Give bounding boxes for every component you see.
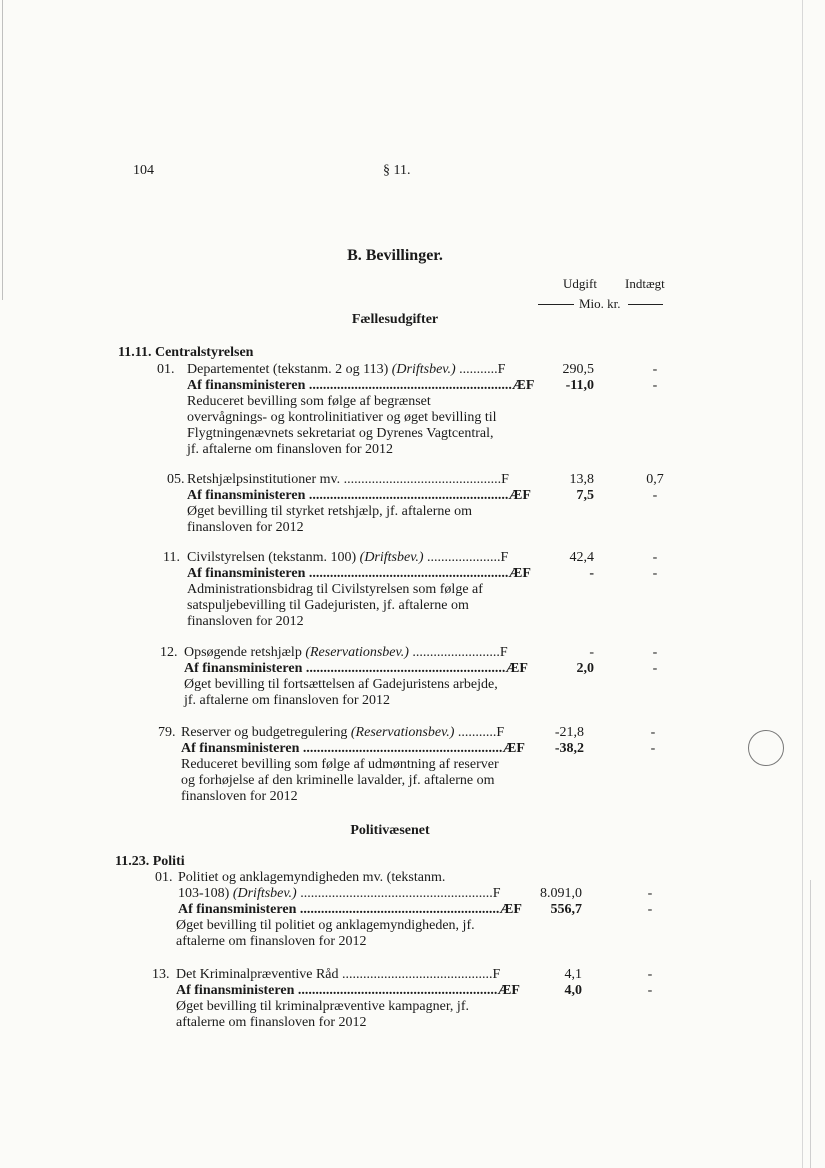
entry-title: Det Kriminalpræventive Råd ...........................................F bbox=[176, 967, 501, 982]
amendment-line: Af finansministeren .........................................................ÆF bbox=[178, 902, 522, 917]
scan-edge bbox=[802, 0, 803, 1168]
udgift-value: - bbox=[589, 645, 594, 660]
entry-number: 11. bbox=[163, 550, 180, 565]
group-heading: Fællesudgifter bbox=[351, 312, 439, 327]
column-header-udgift: Udgift bbox=[563, 276, 597, 291]
section-heading bbox=[115, 854, 185, 870]
amendment-description: Øget bevilling til styrket retshjælp, jf. aftalerne om finansloven for 2012 bbox=[187, 504, 472, 535]
amendment-indtaegt: - bbox=[647, 902, 653, 917]
entry-title: Civilstyrelsen (tekstanm. 100) (Driftsbev.) .....................F bbox=[187, 550, 509, 565]
amendment-udgift: - bbox=[589, 566, 594, 581]
amendment-line: Af finansministeren .........................................................ÆF bbox=[176, 983, 520, 998]
page-number: 104 bbox=[133, 163, 154, 178]
group-heading: Politivæsenet bbox=[350, 823, 430, 838]
udgift-value: 13,8 bbox=[569, 472, 594, 487]
page-title: B. Bevillinger. bbox=[347, 247, 443, 264]
unit-label: Mio. kr. bbox=[579, 296, 621, 311]
entry-number: 12. bbox=[160, 645, 178, 660]
punch-hole-mark bbox=[748, 730, 784, 766]
amendment-description: Reduceret bevilling som følge af udmøntning af reserver og forhøjelse af den kriminelle lavalder, jf. aftalerne om finansloven for 2012 bbox=[181, 757, 499, 804]
amendment-udgift: 2,0 bbox=[576, 661, 594, 676]
scan-edge bbox=[810, 880, 811, 1168]
indtaegt-value: - bbox=[652, 645, 658, 660]
udgift-value: 290,5 bbox=[562, 362, 594, 377]
amendment-description: Administrationsbidrag til Civilstyrelsen som følge af satspuljebevilling til Gadejuristen, jf. aftalerne om finansloven for 2012 bbox=[187, 582, 483, 629]
amendment-indtaegt: - bbox=[652, 566, 658, 581]
section-name: Centralstyrelsen bbox=[154, 345, 254, 360]
indtaegt-value: - bbox=[652, 362, 658, 377]
udgift-value: 4,1 bbox=[564, 967, 582, 982]
amendment-line: Af finansministeren .........................................................ÆF bbox=[187, 488, 531, 503]
entry-title-continued: 103-108) (Driftsbev.) .......................................................F bbox=[178, 886, 501, 901]
entry-number: 01. bbox=[155, 870, 173, 885]
entry-title: Departementet (tekstanm. 2 og 113) (Driftsbev.) ...........F bbox=[187, 362, 506, 377]
udgift-value: 42,4 bbox=[569, 550, 594, 565]
section-id: 11.23. bbox=[115, 854, 150, 869]
column-header-indtaegt: Indtægt bbox=[625, 276, 665, 291]
amendment-line: Af finansministeren .........................................................ÆF bbox=[187, 566, 531, 581]
udgift-value: -21,8 bbox=[554, 725, 584, 740]
section-name: Politi bbox=[152, 854, 185, 869]
amendment-udgift: -38,2 bbox=[554, 741, 584, 756]
indtaegt-value: - bbox=[647, 967, 653, 982]
indtaegt-value: - bbox=[652, 550, 658, 565]
amendment-line: Af finansministeren .........................................................ÆF bbox=[184, 661, 528, 676]
amendment-description: Øget bevilling til kriminalpræventive kampagner, jf. aftalerne om finansloven for 2012 bbox=[176, 999, 469, 1030]
amendment-udgift: -11,0 bbox=[565, 378, 594, 393]
amendment-description: Øget bevilling til politiet og anklagemyndigheden, jf. aftalerne om finansloven for 2012 bbox=[176, 918, 475, 949]
indtaegt-value: 0,7 bbox=[646, 472, 664, 487]
entry-number: 79. bbox=[158, 725, 176, 740]
amendment-indtaegt: - bbox=[652, 488, 658, 503]
amendment-udgift: 556,7 bbox=[550, 902, 582, 917]
amendment-description: Øget bevilling til fortsættelsen af Gadejuristens arbejde, jf. aftalerne om finansloven for 2012 bbox=[184, 677, 498, 708]
amendment-line: Af finansministeren ..........................................................ÆF bbox=[187, 378, 535, 393]
amendment-indtaegt: - bbox=[650, 741, 656, 756]
entry-number: 01. bbox=[157, 362, 175, 377]
amendment-line: Af finansministeren .........................................................ÆF bbox=[181, 741, 525, 756]
section-id: 11.11. bbox=[118, 345, 152, 360]
amendment-indtaegt: - bbox=[647, 983, 653, 998]
amendment-indtaegt: - bbox=[652, 661, 658, 676]
unit-rule-right bbox=[628, 304, 663, 305]
entry-number: 13. bbox=[152, 967, 170, 982]
amendment-indtaegt: - bbox=[652, 378, 658, 393]
indtaegt-value: - bbox=[647, 886, 653, 901]
section-heading bbox=[118, 345, 253, 361]
entry-title: Opsøgende retshjælp (Reservationsbev.) .........................F bbox=[184, 645, 508, 660]
section-sign: § 11. bbox=[383, 163, 411, 178]
udgift-value: 8.091,0 bbox=[540, 886, 582, 901]
unit-rule-left bbox=[538, 304, 574, 305]
amendment-udgift: 7,5 bbox=[576, 488, 594, 503]
entry-title: Politiet og anklagemyndigheden mv. (tekstanm. bbox=[178, 870, 446, 885]
entry-title: Reserver og budgetregulering (Reservationsbev.) ...........F bbox=[181, 725, 505, 740]
entry-title: Retshjælpsinstitutioner mv. .............................................F bbox=[187, 472, 509, 487]
indtaegt-value: - bbox=[650, 725, 656, 740]
entry-number: 05. bbox=[167, 472, 185, 487]
amendment-udgift: 4,0 bbox=[564, 983, 582, 998]
amendment-description: Reduceret bevilling som følge af begrænset overvågnings- og kontrolinitiativer og øget bevilling til Flygtningenævnets sekretariat og Dyrenes Vagtcentral, jf. aftalerne om finansloven for 2012 bbox=[187, 394, 497, 457]
